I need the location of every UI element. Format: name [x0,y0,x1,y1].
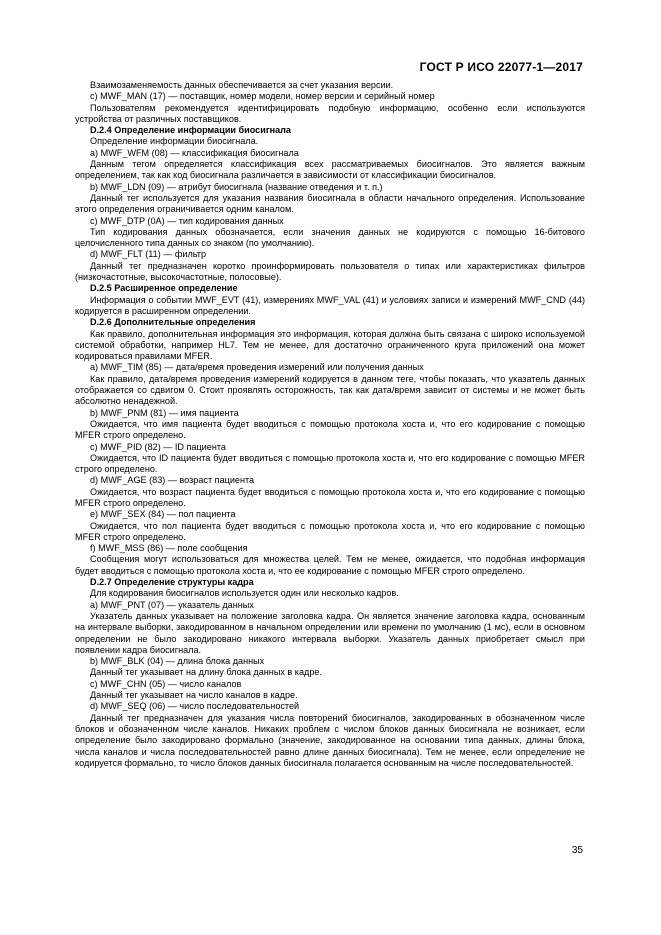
paragraph: b) MWF_LDN (09) — атрибут биосигнала (название отведения и т. п.) [90,181,383,192]
paragraph: Сообщения могут использоваться для множества целей. Тем не менее, ожидается, что подобная информация будет вводиться с помощью протокола хоста и, что ее кодирование с помощью MFER строго определено. [75,554,585,576]
paragraph: Пользователям рекомендуется идентифицировать подобную информацию, особенно если используются устройства от различных поставщиков. [75,102,585,124]
paragraph: Ожидается, что пол пациента будет вводиться с помощью протокола хоста и, что его кодирование с помощью MFER строго определено. [75,520,585,542]
paragraph: Для кодирования биосигналов используется один или несколько кадров. [90,588,399,599]
paragraph: d) MWF_SEQ (06) — число последовательностей [90,701,300,712]
paragraph: Как правило, дополнительная информация это информация, которая должна быть связана с широко используемой системой обработки, например HL7. Тем не менее, для достаточно ограниченного круга приложений она может кодироваться правилами MFER. [75,328,585,362]
paragraph: Определение информации биосигнала. [90,136,259,147]
paragraph: c) MWF_MAN (17) — поставщик, номер модели, номер версии и серийный номер [90,91,435,102]
paragraph: a) MWF_PNT (07) — указатель данных [90,599,254,610]
paragraph: b) MWF_BLK (04) — длина блока данных [90,656,265,667]
paragraph: Ожидается, что имя пациента будет вводиться с помощью протокола хоста и, что его кодирование с помощью MFER строго определено. [75,418,585,441]
paragraph: Тип кодирования данных обозначается, если значения данных не кодируются с помощью 16-битового целочисленного типа данных со знаком (по умолчанию). [75,226,585,249]
paragraph: a) MWF_WFM (08) — классификация биосигнала [90,147,299,158]
paragraph: c) MWF_CHN (05) — число каналов [90,678,242,689]
paragraph: Информация о событии MWF_EVT (41), измерениях MWF_VAL (41) и условиях записи и измерений MWF_CND (44) кодируется в расширенном определении. [75,294,585,316]
document-header: ГОСТ Р ИСО 22077-1—2017 [419,60,583,74]
section-heading: D.2.5 Расширенное определение [90,283,238,294]
paragraph: Как правило, дата/время проведения измерений кодируется в данном теге, чтобы показать, что указатель данных отображается со сдвигом 0. Стоит проявлять осторожность, так как дата/время зависит от системы и не может быть абсолютно ненадежной. [75,373,585,407]
section-heading: D.2.4 Определение информации биосигнала [90,125,291,136]
paragraph: Данный тег указывает на число каналов в кадре. [90,690,298,701]
paragraph: Данный тег указывает на длину блока данных в кадре. [90,667,322,678]
section-heading: D.2.7 Определение структуры кадра [90,577,254,588]
section-heading: D.2.6 Дополнительные определения [90,317,256,328]
paragraph: d) MWF_FLT (11) — фильтр [90,249,206,260]
paragraph: Взаимозаменяемость данных обеспечивается за счет указания версии. [90,80,394,90]
page-number: 35 [571,845,583,856]
paragraph: Данный тег предназначен для указания числа повторений биосигналов, закодированных в обозначенном числе блоков и обозначенном числе каналов. Никаких проблем с числом блоков данных биосигнала не возникает, если определение было закодировано формально (значение, закодированное на основании типа данных, длины блока, числа каналов и числа последовательностей равно длине данных биосигнала). Тем не менее, если определение не кодируется формально, то число блоков данных биосигнала полагается основанным на числе последовательностей. [75,712,585,768]
document-body [75,80,585,769]
paragraph: Данным тегом определяется классификация всех рассматриваемых биосигналов. Это является важным определением, так как код биосигнала различается в зависимости от классификации биосигналов. [75,159,585,181]
paragraph: a) MWF_TIM (85) — дата/время проведения измерений или получения данных [90,362,424,373]
paragraph: e) MWF_SEX (84) — пол пациента [90,509,236,520]
paragraph: Ожидается, что возраст пациента будет вводиться с помощью протокола хоста и, что его кодирование с помощью MFER строго определено. [75,486,585,508]
paragraph: Ожидается, что ID пациента будет вводиться с помощью протокола хоста и, что его кодирование с помощью MFER строго определено. [75,452,585,475]
paragraph: Данный тег предназначен коротко проинформировать пользователя о типах или характеристиках фильтров (низкочастотные, высокочастотные, полосовые). [75,260,585,283]
paragraph: c) MWF_DTP (0A) — тип кодирования данных [90,215,284,226]
paragraph: d) MWF_AGE (83) — возраст пациента [90,475,255,486]
paragraph: f) MWF_MSS (86) — поле сообщения [90,543,248,554]
paragraph: Указатель данных указывает на положение заголовка кадра. Он является значение заголовка кадра, основанным на интервале выборки, закодированном в начальном определении или времени по умолчанию (1 мс), если в основном определении не было закодировано никакого интервала выборки. Указатель данных приобретает смысл при появлении кадра биосигнала. [75,610,585,655]
paragraph: b) MWF_PNM (81) — имя пациента [90,407,239,418]
paragraph: Данный тег используется для указания названия биосигнала в области начального определения. Использование этого определения ограничивается одним каналом. [75,192,585,215]
paragraph: c) MWF_PID (82) — ID пациента [90,441,226,452]
